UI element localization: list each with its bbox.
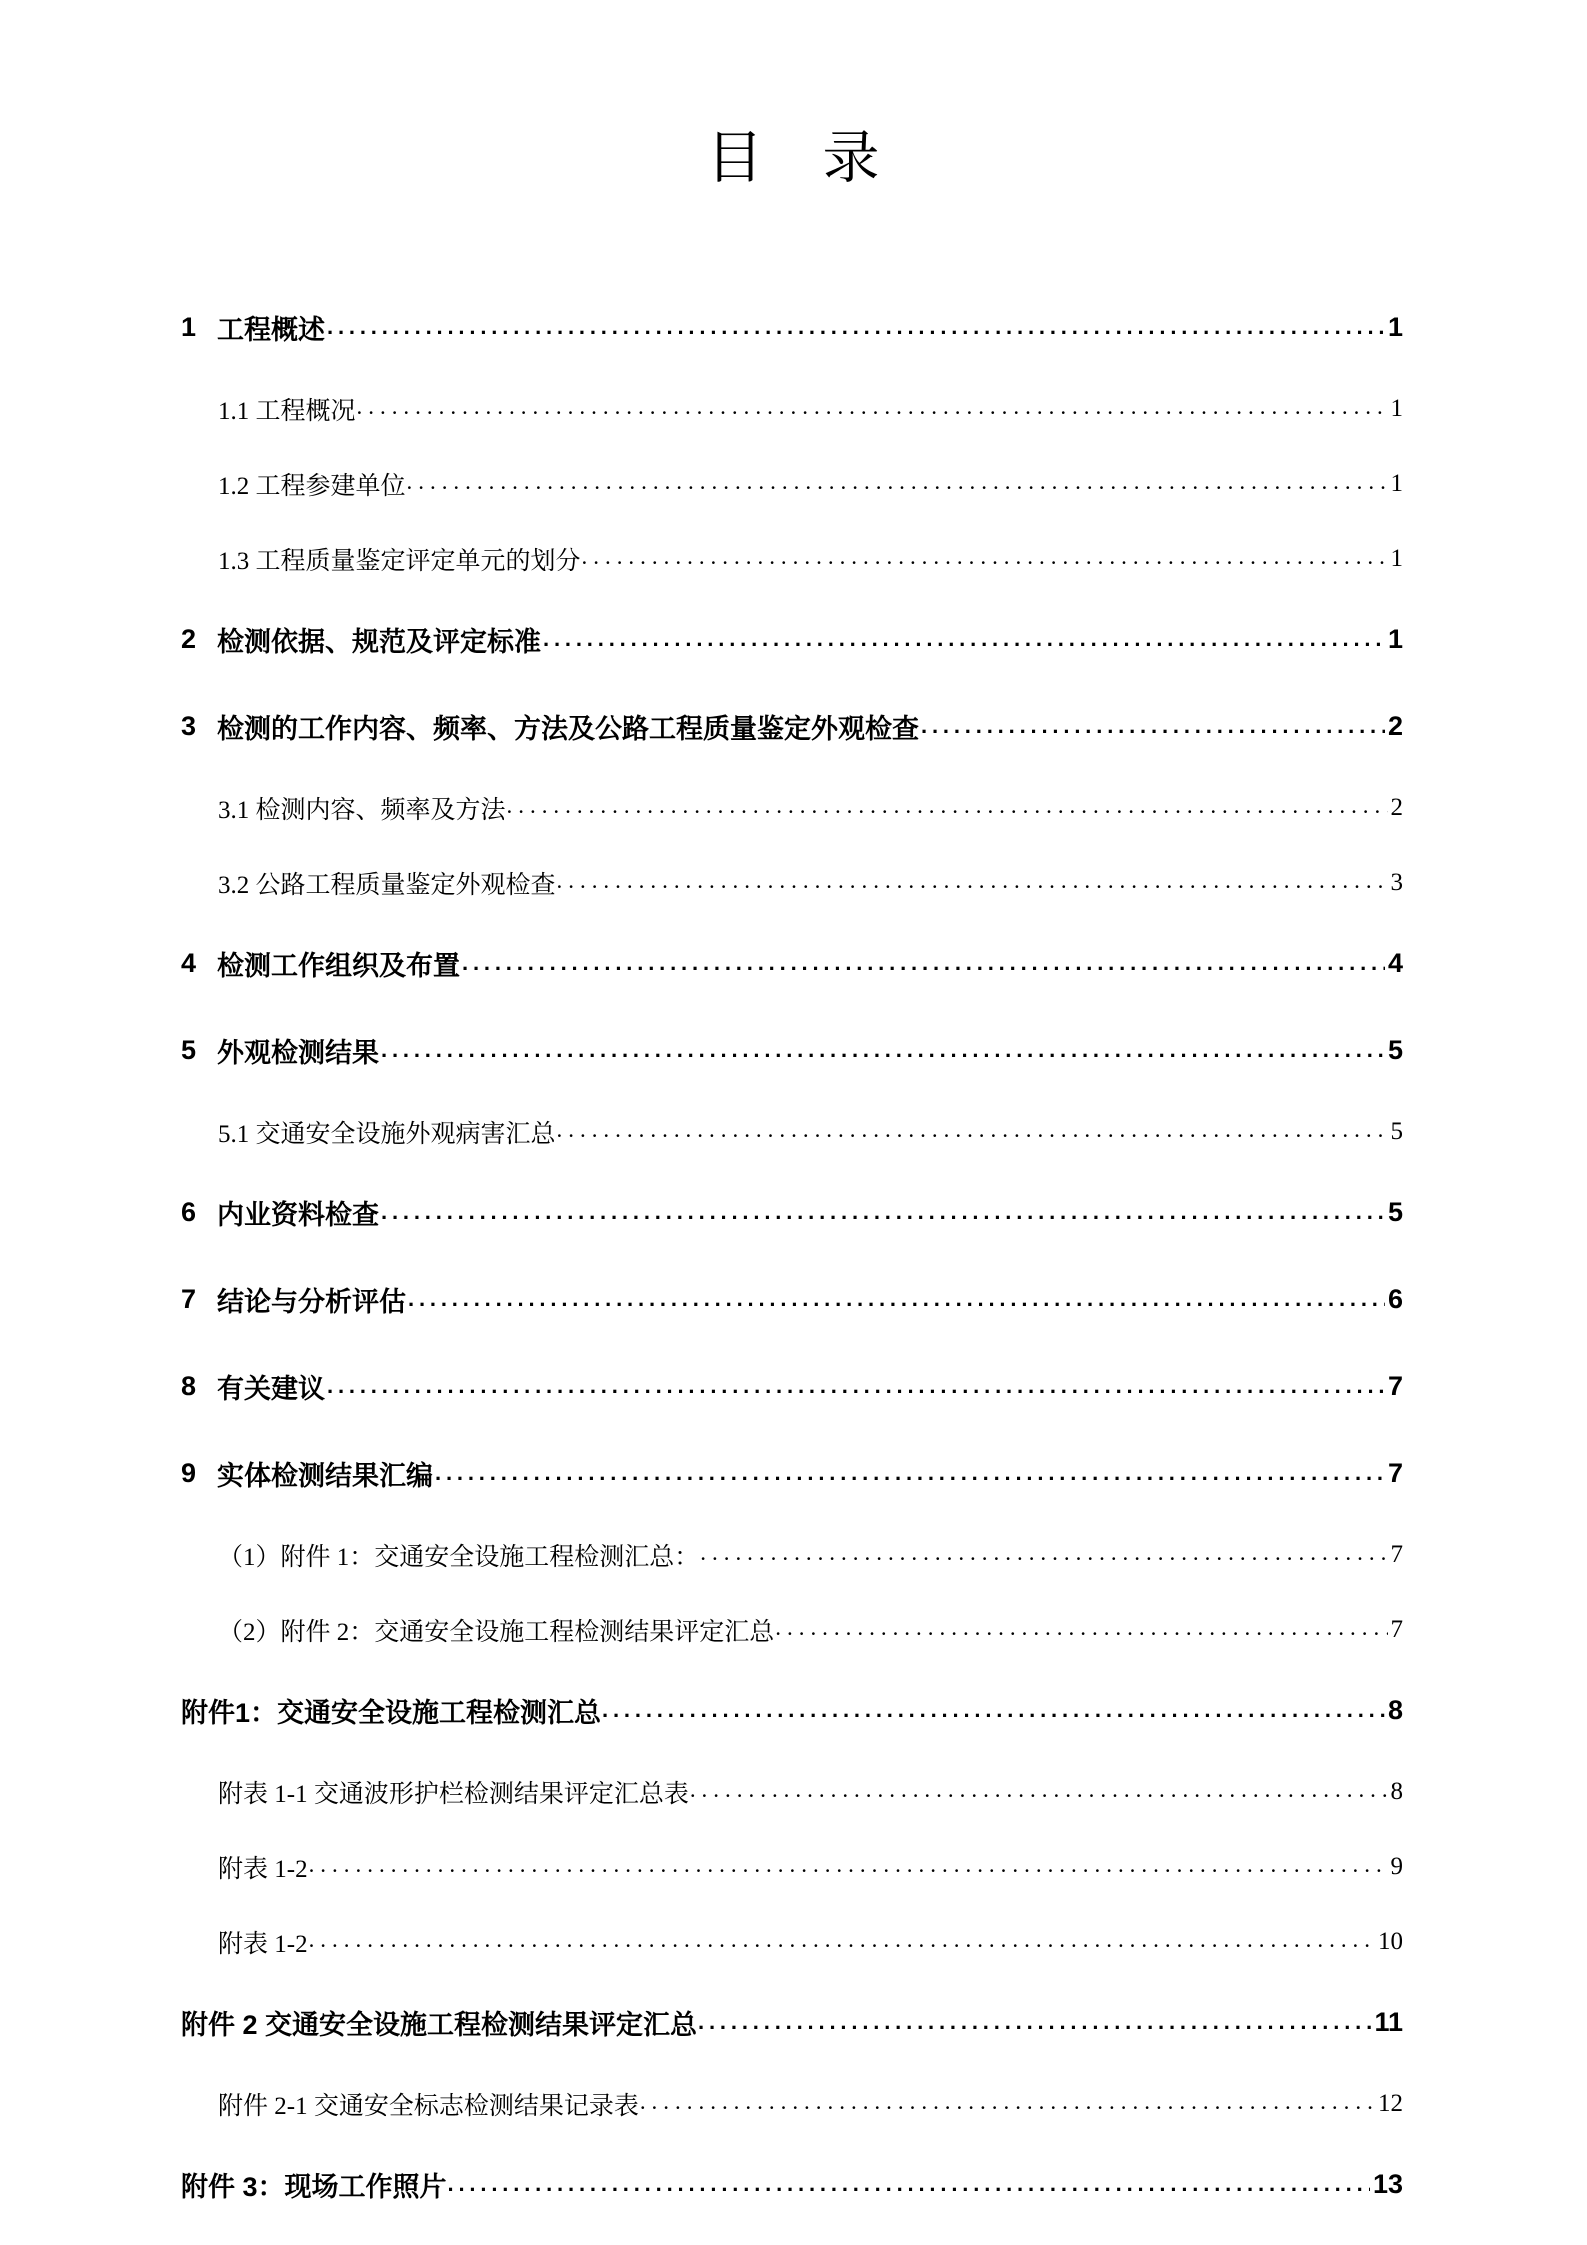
toc-entry-label: 检测工作组织及布置 (217, 951, 460, 981)
toc-entry-page-number: 6 (1387, 1284, 1403, 1314)
toc-entry-label: 附件 3：现场工作照片 (181, 2172, 447, 2202)
toc-entry-label: （1）附件 1：交通安全设施工程检测汇总： (218, 1543, 700, 1571)
toc-dot-leader (690, 1779, 1388, 1804)
toc-entry-page-number: 7 (1387, 1371, 1403, 1401)
toc-entry-label: 附表 1-2 (218, 1930, 308, 1958)
toc-entry[interactable] (181, 521, 1403, 596)
toc-entry-label: 附表 1-2 (218, 1855, 308, 1883)
toc-entry-label: 1.2 工程参建单位 (218, 472, 406, 500)
toc-dot-leader (309, 1929, 1375, 1954)
toc-entry-label: 实体检测结果汇编 (217, 1461, 433, 1491)
toc-dot-leader (775, 1617, 1387, 1642)
toc-entry-number: 8 (181, 1371, 197, 1401)
toc-entry-page-number: 8 (1390, 1777, 1403, 1805)
toc-entry[interactable] (181, 1169, 1403, 1256)
toc-entry-label: 结论与分析评估 (217, 1287, 406, 1317)
toc-dot-leader (309, 1854, 1388, 1879)
toc-dot-leader (381, 1199, 1385, 1226)
toc-dot-leader (327, 314, 1385, 341)
toc-entry[interactable] (181, 1979, 1403, 2066)
toc-entry-page-number: 1 (1390, 469, 1403, 497)
toc-entry-page-number: 5 (1390, 1117, 1403, 1145)
toc-entry[interactable] (181, 845, 1403, 920)
toc-entry[interactable] (181, 284, 1403, 371)
page-title: 目 录 (706, 127, 881, 190)
toc-entry-label: 1.1 工程概况 (218, 397, 356, 425)
toc-entry-number: 6 (181, 1197, 197, 1227)
toc-entry-page-number: 11 (1374, 2007, 1403, 2037)
toc-entry-page-number: 8 (1387, 1695, 1403, 1725)
toc-dot-leader (507, 795, 1388, 820)
toc-entry[interactable] (181, 1343, 1403, 1430)
toc-dot-leader (543, 626, 1385, 653)
toc-entry-number: 3 (181, 711, 197, 741)
toc-entry-label: 附表 1-1 交通波形护栏检测结果评定汇总表 (218, 1780, 689, 1808)
toc-entry[interactable] (181, 1829, 1403, 1904)
toc-dot-leader (407, 471, 1388, 496)
toc-entry-page-number: 10 (1378, 1927, 1403, 1955)
toc-entry-label: （2）附件 2：交通安全设施工程检测结果评定汇总 (218, 1618, 775, 1646)
toc-entry[interactable] (181, 2141, 1403, 2228)
toc-dot-leader (557, 870, 1388, 895)
toc-entry[interactable] (181, 371, 1403, 446)
toc-entry-label: 3.1 检测内容、频率及方法 (218, 796, 506, 824)
toc-entry[interactable] (181, 596, 1403, 683)
toc-entry[interactable] (181, 446, 1403, 521)
toc-entry[interactable] (181, 770, 1403, 845)
toc-entry-page-number: 1 (1390, 394, 1403, 422)
toc-dot-leader (582, 546, 1388, 571)
toc-entry[interactable] (181, 1754, 1403, 1829)
toc-entry-number: 7 (181, 1284, 197, 1314)
toc-entry[interactable] (181, 1007, 1403, 1094)
toc-entry[interactable] (181, 1904, 1403, 1979)
toc-entry[interactable] (181, 1517, 1403, 1592)
toc-dot-leader (327, 1373, 1385, 1400)
toc-entry[interactable] (181, 1667, 1403, 1754)
toc-entry-label: 外观检测结果 (217, 1038, 379, 1068)
toc-dot-leader (448, 2171, 1370, 2198)
toc-entry-page-number: 9 (1390, 1852, 1403, 1880)
toc-entry[interactable] (181, 1256, 1403, 1343)
toc-entry-page-number: 2 (1390, 793, 1403, 821)
toc-entry-page-number: 7 (1390, 1540, 1403, 1568)
toc-entry-label: 3.2 公路工程质量鉴定外观检查 (218, 871, 556, 899)
toc-entry[interactable] (181, 2066, 1403, 2141)
toc-entry-label: 内业资料检查 (217, 1200, 379, 1230)
toc-entry-number: 9 (181, 1458, 197, 1488)
toc-dot-leader (408, 1286, 1385, 1313)
toc-dot-leader (381, 1037, 1385, 1064)
toc-dot-leader (921, 713, 1385, 740)
toc-entry-page-number: 5 (1387, 1197, 1403, 1227)
toc-entry-number: 1 (181, 312, 197, 342)
toc-entry-number: 4 (181, 948, 197, 978)
toc-dot-leader (700, 1542, 1387, 1567)
toc-entry-number: 5 (181, 1035, 197, 1065)
toc-entry[interactable] (181, 683, 1403, 770)
toc-entry-label: 检测依据、规范及评定标准 (217, 627, 541, 657)
toc-entry-label: 附件 2 交通安全设施工程检测结果评定汇总 (181, 2010, 698, 2040)
toc-entry-page-number: 7 (1387, 1458, 1403, 1488)
toc-entry-label: 附件1：交通安全设施工程检测汇总 (181, 1698, 602, 1728)
toc-entry-page-number: 12 (1378, 2089, 1403, 2117)
toc-dot-leader (357, 396, 1388, 421)
toc-entry-page-number: 1 (1387, 624, 1403, 654)
toc-entry-page-number: 2 (1387, 711, 1403, 741)
toc-entry-number: 2 (181, 624, 197, 654)
toc-entry-page-number: 1 (1390, 544, 1403, 572)
toc-entry[interactable] (181, 1094, 1403, 1169)
toc-entry-page-number: 13 (1372, 2169, 1403, 2199)
toc-entry-label: 附件 2-1 交通安全标志检测结果记录表 (218, 2092, 639, 2120)
toc-entry[interactable] (181, 1430, 1403, 1517)
toc-entry-page-number: 4 (1387, 948, 1403, 978)
toc-entry-label: 工程概述 (217, 315, 325, 345)
toc-dot-leader (640, 2091, 1375, 2116)
table-of-contents (181, 284, 1403, 2228)
toc-entry-page-number: 3 (1390, 868, 1403, 896)
toc-dot-leader (698, 2009, 1371, 2036)
toc-dot-leader (557, 1119, 1388, 1144)
toc-entry-page-number: 5 (1387, 1035, 1403, 1065)
toc-dot-leader (435, 1460, 1385, 1487)
toc-entry[interactable] (181, 1592, 1403, 1667)
toc-entry-label: 检测的工作内容、频率、方法及公路工程质量鉴定外观检查 (217, 714, 919, 744)
toc-entry-page-number: 7 (1390, 1615, 1403, 1643)
toc-entry-label: 有关建议 (217, 1374, 325, 1404)
toc-entry-label: 1.3 工程质量鉴定评定单元的划分 (218, 547, 581, 575)
toc-entry-label: 5.1 交通安全设施外观病害汇总 (218, 1120, 556, 1148)
toc-dot-leader (462, 950, 1385, 977)
toc-dot-leader (602, 1697, 1385, 1724)
toc-entry-page-number: 1 (1387, 312, 1403, 342)
toc-entry[interactable] (181, 920, 1403, 1007)
